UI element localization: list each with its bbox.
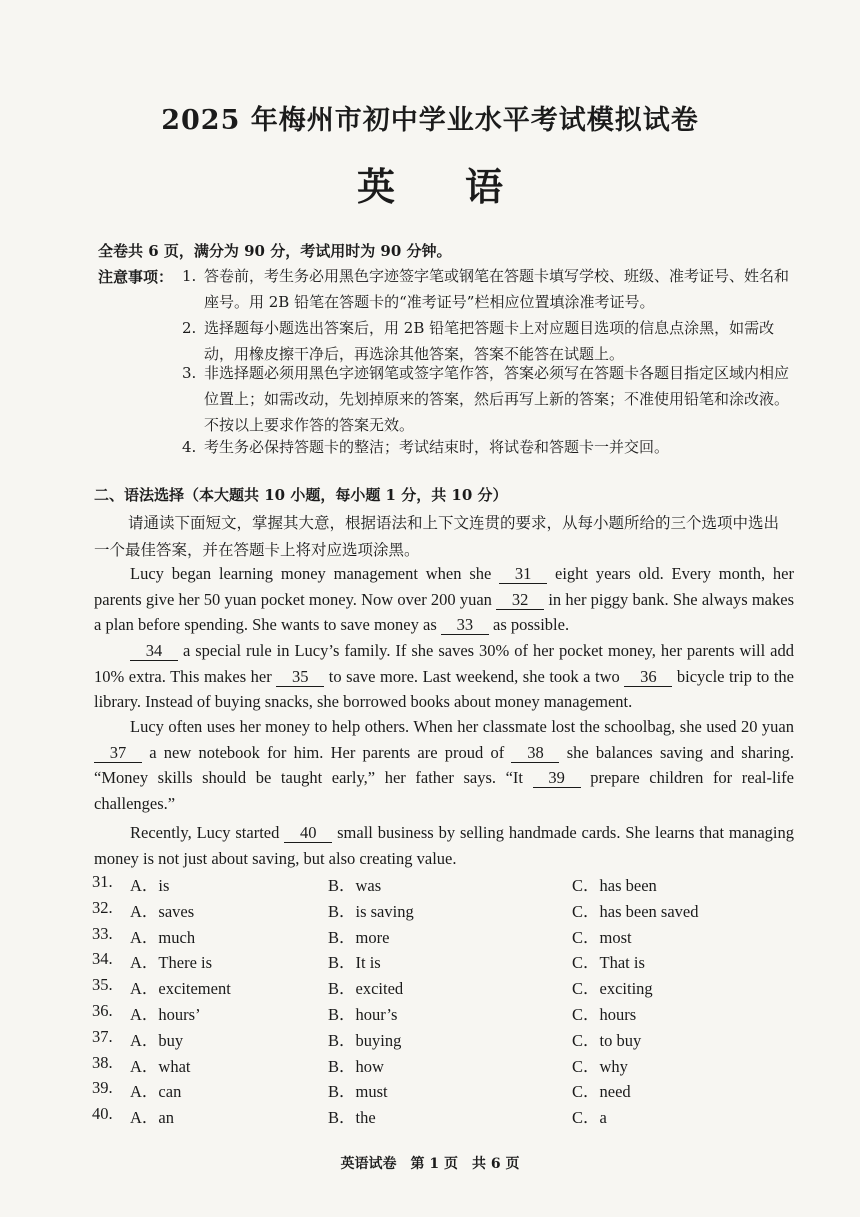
blank-37: 37 <box>94 744 142 763</box>
option-row <box>92 1104 792 1130</box>
passage-paragraph-3 <box>94 714 794 816</box>
option-a: A．excitement <box>130 979 231 999</box>
option-b: B．hour’s <box>328 1004 398 1024</box>
blank-40: 40 <box>284 824 332 843</box>
section-instructions: 请通读下面短文，掌握其大意，根据语法和上下文连贯的要求，从每小题所给的三个选项中选出一个最佳答案，并在答题卡上将对应选项涂黑。 <box>94 514 780 559</box>
blank-39: 39 <box>533 769 581 788</box>
option-row <box>92 949 792 975</box>
note-text: 选择题每小题选出答案后，用 2B 铅笔把答题卡上对应题目选项的信息点涂黑，如需改动，用橡皮擦干净后，再选涂其他答案，答案不能答在试题上。 <box>204 319 775 363</box>
question-number: 33. <box>92 923 113 943</box>
option-row <box>92 1053 792 1079</box>
option-b: B．It is <box>328 953 381 973</box>
option-a: A．buy <box>130 1030 184 1050</box>
option-b: B．more <box>328 927 390 947</box>
exam-meta: 全卷共 6 页，满分为 90 分，考试用时为 90 分钟。 <box>98 242 452 260</box>
answer-options <box>92 872 792 1130</box>
option-a: A．an <box>130 1108 174 1128</box>
option-b: B．is saving <box>328 901 414 921</box>
passage-paragraph-2 <box>94 638 794 715</box>
passage-paragraph-4 <box>94 820 794 871</box>
note-number: 2. <box>182 319 197 337</box>
option-row <box>92 1001 792 1027</box>
passage-text: to save more. Last weekend, she took a two <box>324 666 625 686</box>
option-c: C．has been saved <box>572 901 699 921</box>
note-number: 3. <box>182 364 197 382</box>
option-row <box>92 898 792 924</box>
option-b: B．must <box>328 1082 388 1102</box>
option-b: B．how <box>328 1056 384 1076</box>
option-a: A．There is <box>130 953 213 973</box>
passage-text: eight years old. Every month, her parents give her 50 yuan pocket money. Now over 200 yuan <box>94 564 794 609</box>
note-number: 4. <box>182 438 197 456</box>
section-heading: 二、语法选择（本大题共 10 小题，每小题 1 分，共 10 分） <box>94 486 508 504</box>
passage-text: a new notebook for him. Her parents are proud of <box>142 742 512 762</box>
passage-paragraph-1 <box>94 561 794 638</box>
option-c: C．exciting <box>572 979 653 999</box>
passage-text: as possible. <box>488 615 570 634</box>
passage-text: she balances saving and sharing. “Money skills should be taught early,” her father says. “It <box>94 742 794 787</box>
page-footer: 英语试卷 第 1 页 共 6 页 <box>340 1156 520 1172</box>
option-row <box>92 975 792 1001</box>
note-text: 非选择题必须用黑色字迹钢笔或签字笔作答，答案必须写在答题卡各题目指定区域内相应位置上；如需改动，先划掉原来的答案，然后再写上新的答案；不准使用铅笔和涂改液。不按以上要求作答的答案无效。 <box>204 364 790 434</box>
passage-text: a special rule in Lucy’s family. If she saves 30% of her pocket money, her parents will add 10% extra. This makes her <box>94 641 794 686</box>
blank-32: 32 <box>496 591 544 610</box>
option-b: B．buying <box>328 1030 402 1050</box>
option-row <box>92 872 792 898</box>
option-a: A．is <box>130 876 170 895</box>
question-number: 40. <box>92 1104 113 1124</box>
note-text: 答卷前，考生务必用黑色字迹签字笔或钢笔在答题卡填写学校、班级、准考证号、姓名和座号。用 2B 铅笔在答题卡的“准考证号”栏相应位置填涂准考证号。 <box>204 267 790 311</box>
option-a: A．can <box>130 1082 182 1102</box>
passage-text: small business by selling handmade cards. She learns that managing money is not just about saving, but also creating value. <box>94 823 794 868</box>
question-number: 35. <box>92 975 113 995</box>
passage-text: Lucy often uses her money to help others. When her classmate lost the schoolbag, she used 20 yuan <box>130 717 794 736</box>
question-number: 39. <box>92 1078 113 1098</box>
notes-label: 注意事项： <box>98 268 174 286</box>
question-number: 36. <box>92 1000 113 1020</box>
option-b: B．excited <box>328 979 404 999</box>
blank-34: 34 <box>130 642 178 661</box>
option-a: A．saves <box>130 901 195 921</box>
passage-text: Recently, Lucy started <box>130 823 285 842</box>
passage-text: bicycle trip to the library. Instead of buying snacks, she borrowed books about money management. <box>94 666 794 711</box>
option-a: A．hours’ <box>130 1004 201 1024</box>
option-a: A．what <box>130 1056 191 1076</box>
subject-title: 英语 <box>356 164 573 209</box>
question-number: 31. <box>92 872 113 891</box>
passage-text: in her piggy bank. She always makes a plan before spending. She wants to save money as <box>94 589 794 634</box>
question-number: 37. <box>92 1026 113 1046</box>
option-c: C．That is <box>572 953 645 973</box>
blank-35: 35 <box>276 668 324 687</box>
blank-38: 38 <box>511 744 559 763</box>
blank-33: 33 <box>441 616 489 635</box>
option-c: C．to buy <box>572 1030 642 1050</box>
option-c: C．most <box>572 927 632 947</box>
passage-text: Lucy began learning money management when she <box>130 564 500 583</box>
option-c: C．need <box>572 1082 631 1102</box>
blank-36: 36 <box>624 668 672 687</box>
note-item <box>182 434 794 460</box>
option-a: A．much <box>130 927 196 947</box>
option-c: C．why <box>572 1056 628 1076</box>
question-number: 34. <box>92 949 113 969</box>
option-row <box>92 924 792 950</box>
option-c: C．a <box>572 1108 607 1128</box>
note-item <box>182 360 794 438</box>
exam-title: 2025 年梅州市初中学业水平考试模拟试卷 <box>161 105 699 136</box>
option-b: B．the <box>328 1108 376 1128</box>
option-row <box>92 1027 792 1053</box>
note-item <box>182 263 794 315</box>
option-b: B．was <box>328 876 382 895</box>
blank-31: 31 <box>499 565 547 584</box>
note-number: 1. <box>182 267 197 285</box>
passage-text: prepare children for real-life challenges.” <box>94 768 794 813</box>
option-c: C．has been <box>572 876 657 895</box>
option-c: C．hours <box>572 1004 637 1024</box>
option-row <box>92 1078 792 1104</box>
note-text: 考生务必保持答题卡的整洁；考试结束时，将试卷和答题卡一并交回。 <box>204 438 670 456</box>
question-number: 38. <box>92 1052 113 1072</box>
question-number: 32. <box>92 897 113 917</box>
